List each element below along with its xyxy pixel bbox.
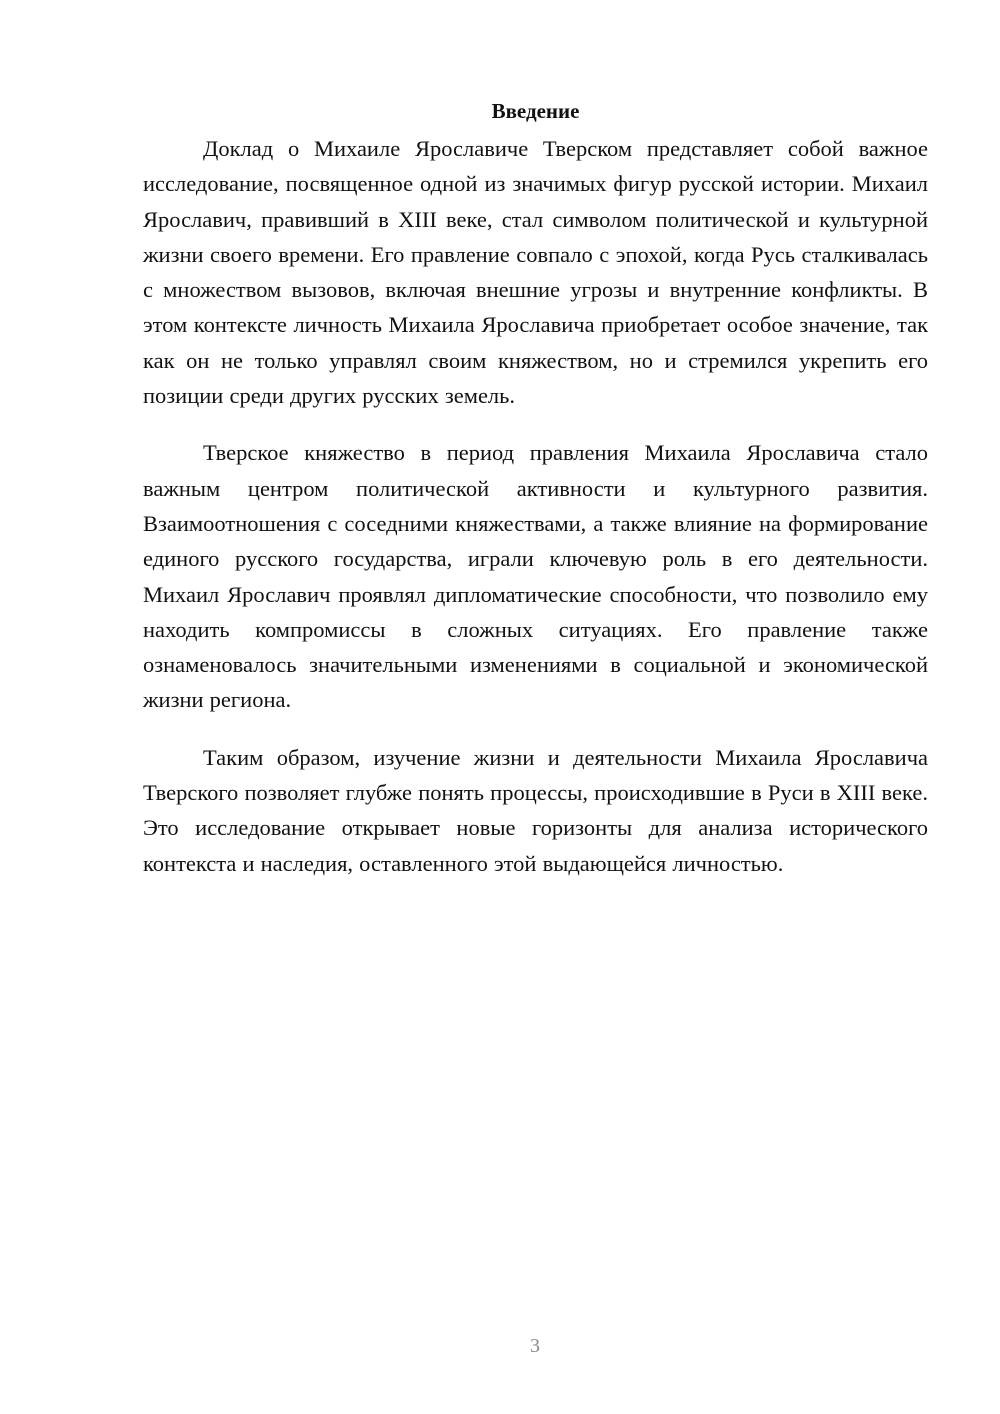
paragraph-2: Тверское княжество в период правления Михаила Ярославича стало важным центром политической активности и культурного развития. Взаимоотношения с соседними княжествами, а также влияние на формирование единого русского государства, играли ключевую роль в его деятельности. Михаил Ярославич проявлял дипломатические способности, что позволило ему находить компромиссы в сложных ситуациях. Его правление также ознаменовалось значительными изменениями в социальной и экономической жизни региона. (143, 440, 928, 713)
page-content (143, 96, 928, 903)
section-title: Введение (491, 99, 580, 123)
page-number: 3 (530, 1335, 540, 1357)
paragraph-3: Таким образом, изучение жизни и деятельности Михаила Ярославича Тверского позволяет глубже понять процессы, происходившие в Руси в XIII веке. Это исследование открывает новые горизонты для анализа исторического контекста и наследия, оставленного этой выдающейся личностью. (143, 744, 928, 876)
paragraph-1: Доклад о Михаиле Ярославиче Тверском представляет собой важное исследование, посвященное одной из значимых фигур русской истории. Михаил Ярославич, правивший в XIII веке, стал символом политической и культурной жизни своего времени. Его правление совпало с эпохой, когда Русь сталкивалась с множеством вызовов, включая внешние угрозы и внутренние конфликты. В этом контексте личность Михаила Ярославича приобретает особое значение, так как он не только управлял своим княжеством, но и стремился укрепить его позиции среди других русских земель. (143, 136, 928, 409)
